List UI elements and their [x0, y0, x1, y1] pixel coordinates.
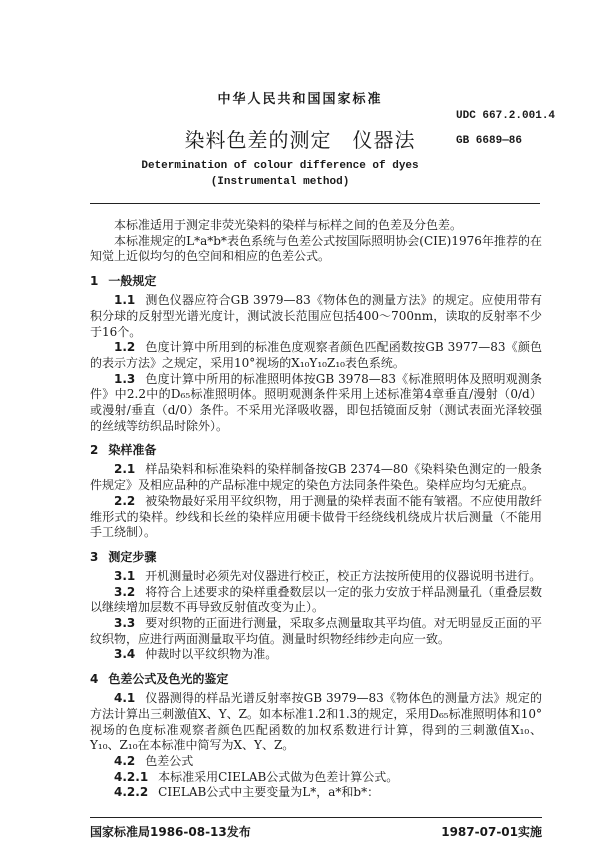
- issuing-country-header: 中华人民共和国国家标准: [217, 92, 383, 107]
- clause: 2.2 被染物最好采用平纹织物，用于测量的染样表面不能有皱褶。不应使用散纤维形式的染样。纱线和长丝的染样应用硬卡做骨干经绕线机绕成片状后测量（不能用手工绕制）。: [90, 493, 542, 540]
- intro-paragraph: 本标准规定的L*a*b*表色系统与色差公式按国际照明协会(CIE)1976年推荐的在知觉上近似均匀的色空间和相应的色差公式。: [90, 233, 542, 264]
- clause: 2.1 样品染料和标准染料的染样制备按GB 2374—80《染料染色测定的一般条件规定》及相应品种的产品标准中规定的染色方法同条件染色。染样应均匀无疵点。: [90, 462, 542, 493]
- english-title: Determination of colour difference of dyes: [141, 160, 419, 172]
- issue-date: 国家标准局1986-08-13发布: [90, 825, 251, 840]
- clause: 3.3 要对织物的正面进行测量，采取多点测量取其平均值。对无明显反正面的平纹织物，应进行两面测量取平均值。测量时织物经纬纱走向应一致。: [90, 616, 542, 646]
- udc-code: UDC 667.2.001.4: [456, 110, 556, 122]
- clause: 3.2 将符合上述要求的染样重叠数层以一定的张力安放于样品测量孔（重叠层数以继续增加层数不再导致反射值改变为止）。: [90, 584, 542, 615]
- intro-paragraph: 本标准适用于测定非荧光染料的染样与标样之间的色差及分色差。: [114, 218, 463, 232]
- clause: 4.2.2 CIELAB公式中主要变量为L*，a*和b*：: [114, 785, 380, 800]
- clause: 4.2 色差公式: [114, 753, 194, 768]
- section-heading: 4 色差公式及色光的鉴定: [90, 672, 229, 687]
- document-title: 染料色差的测定 仪器法: [184, 128, 416, 152]
- clause: 1.2 色度计算中所用到的标准色度观察者颜色匹配函数按GB 3977—83《颜色的表示方法》之规定，采用10°视场的X₁₀Y₁₀Z₁₀表色系统。: [90, 340, 542, 370]
- effective-date: 1987-07-01实施: [441, 825, 542, 840]
- clause: 3.1 开机测量时必须先对仪器进行校正，校正方法按所使用的仪器说明书进行。: [114, 568, 542, 583]
- footer-divider: [90, 817, 542, 818]
- document-body: [90, 218, 542, 840]
- clause: 4.2.1 本标准采用CIELAB公式做为色差计算公式。: [114, 769, 399, 784]
- clause: 1.3 色度计算中所用的标准照明体按GB 3978—83《标准照明体及照明观测条件》中2.2中的D₆₅标准照明体。照明观测条件采用上述标准第4章垂直/漫射（0/d）或漫射/垂直（d/0）条件。不采用光泽吸收器，即包括镜面反射（测试表面光泽较强的丝绒等纺织品时除外）。: [90, 371, 542, 433]
- clause: 1.1 测色仪器应符合GB 3979—83《物体色的测量方法》的规定。应使用带有积分球的反射型光谱光度计，测试波长范围应包括400～700nm，读取的反射率不少于16个。: [90, 293, 542, 339]
- section-heading: 1 一般规定: [90, 274, 157, 289]
- standard-number: GB 6689—86: [456, 135, 523, 147]
- clause: 4.1 仪器测得的样品光谱反射率按GB 3979—83《物体色的测量方法》规定的方法计算出三刺激值X、Y、Z。如本标准1.2和1.3的规定，采用D₆₅标准照明体和10°视场的色度标准观察者颜色匹配函数的加权系数进行计算，得到的三刺激值X₁₀、Y₁₀、Z₁₀在本标准中简写为X、Y、Z。: [90, 691, 542, 753]
- section-heading: 2 染样准备: [90, 443, 157, 458]
- header-divider: [90, 203, 540, 204]
- footer: [90, 824, 542, 840]
- english-subtitle: (Instrumental method): [210, 176, 350, 188]
- section-heading: 3 测定步骤: [90, 549, 157, 564]
- clause: 3.4 仲裁时以平纹织物为准。: [114, 647, 278, 662]
